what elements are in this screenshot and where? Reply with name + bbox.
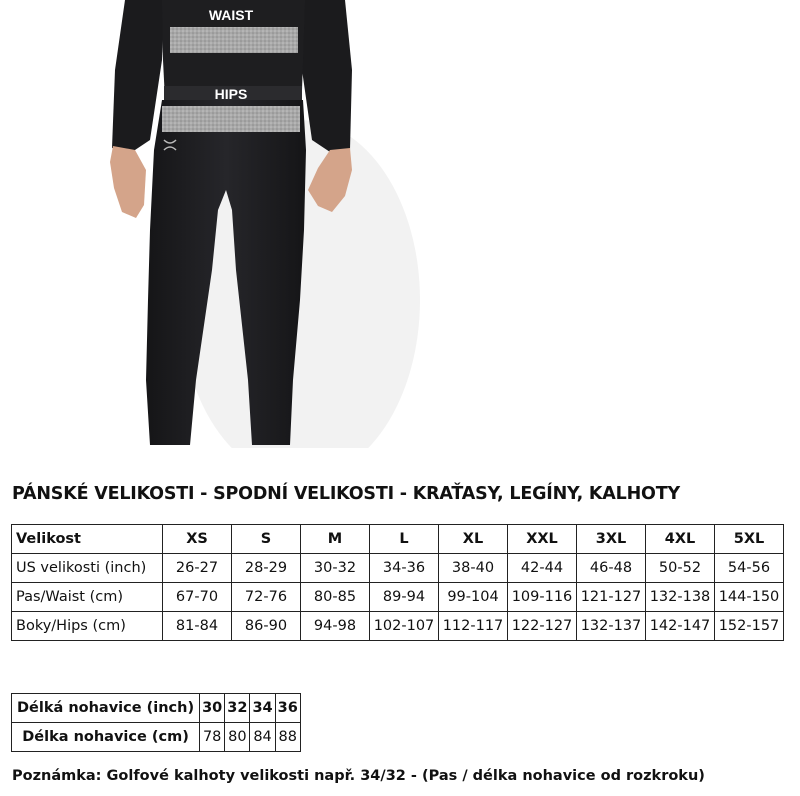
table-cell: 132-137 xyxy=(577,612,646,641)
size-header-cell: XS xyxy=(163,525,232,554)
table-cell: 54-56 xyxy=(715,554,784,583)
table-cell: 112-117 xyxy=(439,612,508,641)
table-cell: 84 xyxy=(250,723,275,752)
table-cell: 42-44 xyxy=(508,554,577,583)
table-cell: 144-150 xyxy=(715,583,784,612)
table-cell: 28-29 xyxy=(232,554,301,583)
table-cell: 30 xyxy=(200,694,225,723)
table-cell: 34 xyxy=(250,694,275,723)
table-cell: 50-52 xyxy=(646,554,715,583)
table-cell: 89-94 xyxy=(370,583,439,612)
table-cell: 78 xyxy=(200,723,225,752)
table-cell: 67-70 xyxy=(163,583,232,612)
table-cell: 152-157 xyxy=(715,612,784,641)
table-cell: 132-138 xyxy=(646,583,715,612)
table-row xyxy=(12,554,784,583)
waist-label: WAIST xyxy=(208,7,254,23)
table-cell: 81-84 xyxy=(163,612,232,641)
table-cell: 86-90 xyxy=(232,612,301,641)
row-label: Délka nohavice (cm) xyxy=(12,723,200,752)
table-cell: 26-27 xyxy=(163,554,232,583)
table-cell: 88 xyxy=(275,723,300,752)
size-table xyxy=(11,524,784,641)
table-cell: 99-104 xyxy=(439,583,508,612)
size-header-cell: 3XL xyxy=(577,525,646,554)
table-cell: 36 xyxy=(275,694,300,723)
table-cell: 46-48 xyxy=(577,554,646,583)
row-label: Délká nohavice (inch) xyxy=(12,694,200,723)
table-cell: 80 xyxy=(225,723,250,752)
table-cell: 109-116 xyxy=(508,583,577,612)
table-row xyxy=(12,583,784,612)
size-header-cell: 4XL xyxy=(646,525,715,554)
table-row xyxy=(12,723,301,752)
table-cell: 80-85 xyxy=(301,583,370,612)
size-header-cell: M xyxy=(301,525,370,554)
row-label: Pas/Waist (cm) xyxy=(12,583,163,612)
table-cell: 34-36 xyxy=(370,554,439,583)
table-cell: 102-107 xyxy=(370,612,439,641)
table-cell: 32 xyxy=(225,694,250,723)
size-header-cell: XXL xyxy=(508,525,577,554)
table-row xyxy=(12,694,301,723)
hips-label: HIPS xyxy=(214,86,248,102)
table-row xyxy=(12,612,784,641)
row-label: US velikosti (inch) xyxy=(12,554,163,583)
note-text: Poznámka: Golfové kalhoty velikosti např. 34/32 - (Pas / délka nohavice od rozkroku) xyxy=(12,768,705,784)
table-cell: 30-32 xyxy=(301,554,370,583)
left-hand xyxy=(110,146,146,218)
table-cell: 38-40 xyxy=(439,554,508,583)
page-title: PÁNSKÉ VELIKOSTI - SPODNÍ VELIKOSTI - KRAŤASY, LEGÍNY, KALHOTY xyxy=(12,484,680,504)
table-cell: 142-147 xyxy=(646,612,715,641)
size-header-cell: 5XL xyxy=(715,525,784,554)
table-cell: 72-76 xyxy=(232,583,301,612)
size-table-header-row xyxy=(12,525,784,554)
size-header-cell: L xyxy=(370,525,439,554)
size-header-cell: XL xyxy=(439,525,508,554)
size-header-cell: S xyxy=(232,525,301,554)
hips-band-marker xyxy=(162,106,300,132)
leg-length-table xyxy=(11,693,301,752)
left-sleeve xyxy=(112,0,165,152)
table-cell: 122-127 xyxy=(508,612,577,641)
table-cell: 94-98 xyxy=(301,612,370,641)
row-label: Boky/Hips (cm) xyxy=(12,612,163,641)
waist-band-marker xyxy=(170,27,298,53)
size-header-label: Velikost xyxy=(12,525,163,554)
table-cell: 121-127 xyxy=(577,583,646,612)
